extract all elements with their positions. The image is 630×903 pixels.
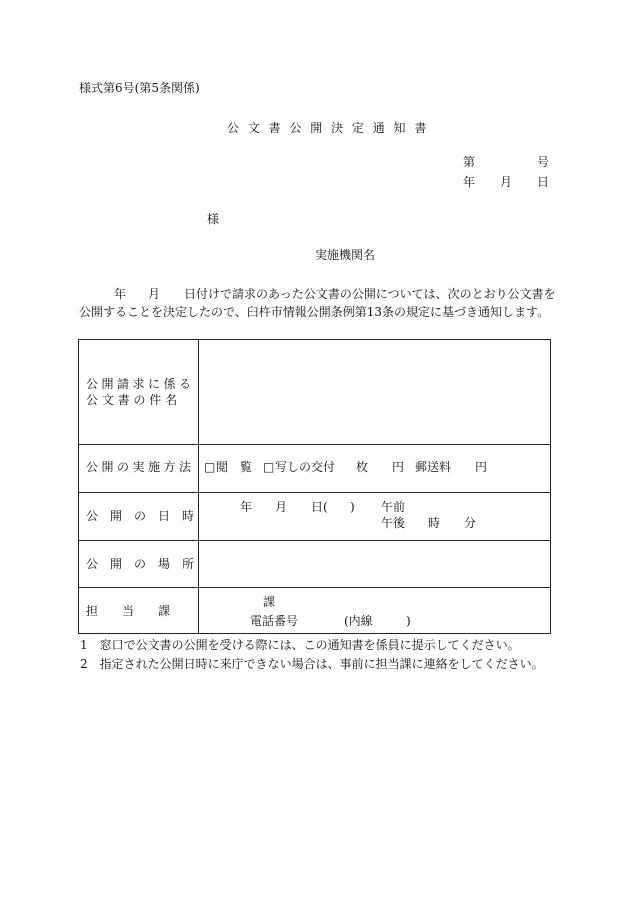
- body-line-1-text: 日付けで請求のあった公文書の公開については、次のとおり公文書を: [184, 287, 556, 301]
- place-label: 公 開 の 場 所: [86, 557, 195, 571]
- fee-yen-unit: 円: [392, 460, 405, 474]
- date-month: 月: [500, 175, 513, 189]
- extension-open: (内線: [344, 614, 373, 628]
- form-number: 様式第6号(第5条関係): [79, 81, 200, 95]
- datetime-pm: 午後: [381, 516, 406, 530]
- row-divider: [79, 492, 550, 493]
- row-divider: [79, 540, 550, 541]
- datetime-day: 日(: [311, 500, 328, 514]
- datetime-am: 午前: [381, 500, 406, 514]
- datetime-label: 公 開 の 日 時: [86, 509, 195, 523]
- datetime-minute: 分: [464, 516, 477, 530]
- viewing-label: 閲 覧: [216, 460, 253, 474]
- body-year: 年: [114, 287, 127, 301]
- date-day: 日: [537, 175, 550, 189]
- sheets-unit: 枚: [356, 460, 369, 474]
- extension-close: ): [406, 614, 411, 628]
- body-line-2: 公開することを決定したので、臼杵市情報公開条例第13条の規定に基づき通知します。: [79, 305, 550, 319]
- copy-label: 写しの交付: [275, 460, 336, 474]
- note-1: 1 窓口で公文書の公開を受ける際には、この通知書を係員に提示してください。: [80, 638, 520, 652]
- disclosure-table: [78, 339, 551, 634]
- copy-checkbox[interactable]: □: [263, 460, 275, 474]
- subject-label-line-1: 公開請求に係る: [86, 377, 195, 391]
- note-2: 2 指定された公開日時に来庁できない場合は、事前に担当課に連絡をしてください。: [80, 657, 544, 671]
- section-suffix: 課: [263, 595, 276, 609]
- date-year: 年: [463, 175, 476, 189]
- column-divider: [198, 340, 199, 633]
- row-divider: [79, 587, 550, 588]
- datetime-month: 月: [275, 500, 288, 514]
- reference-number-prefix: 第: [463, 155, 476, 169]
- viewing-checkbox[interactable]: □: [204, 460, 216, 474]
- document-title: 公 文 書 公 開 決 定 通 知 書: [227, 121, 429, 135]
- method-label: 公開の実施方法: [86, 460, 195, 474]
- datetime-weekday-close: ): [350, 500, 355, 514]
- postage-label: 郵送料: [415, 460, 452, 474]
- addressee-suffix: 様: [207, 212, 220, 226]
- datetime-year: 年: [240, 500, 253, 514]
- issuer-label: 実施機関名: [315, 248, 376, 262]
- phone-label: 電話番号: [250, 614, 299, 628]
- department-label: 担 当 課: [86, 604, 171, 618]
- subject-value[interactable]: [203, 344, 545, 440]
- place-value[interactable]: [203, 544, 545, 584]
- subject-label-line-2: 公 文 書 の 件 名: [86, 393, 178, 407]
- reference-number-suffix: 号: [537, 155, 550, 169]
- datetime-hour: 時: [428, 516, 441, 530]
- row-divider: [79, 444, 550, 445]
- postage-yen-unit: 円: [475, 460, 488, 474]
- body-month: 月: [148, 287, 161, 301]
